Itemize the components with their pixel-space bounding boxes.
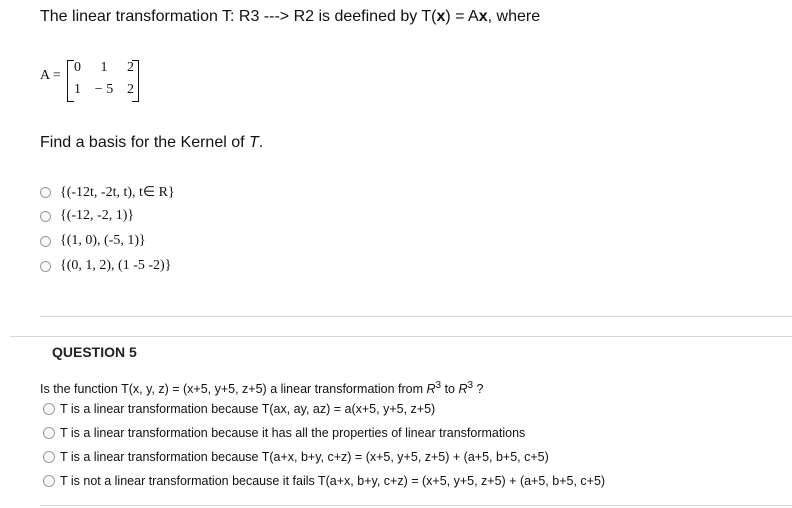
superscript: 3 [467, 380, 474, 391]
statement-part: ) = A [445, 8, 479, 25]
bold-vector-x: x [436, 8, 446, 25]
matrix-cell: 1 [100, 60, 108, 75]
matrix-row-2 [74, 82, 134, 98]
radio-button[interactable] [40, 261, 51, 272]
prompt-part: . [258, 134, 264, 151]
answer-option[interactable] [43, 450, 549, 464]
radio-button[interactable] [43, 427, 55, 439]
option-label: T is a linear transformation because T(ax, ay, az) = a(x+5, y+5, z+5) [60, 402, 436, 416]
radio-button[interactable] [40, 211, 51, 222]
option-label: T is not a linear transformation because it fails T(a+x, b+y, c+z) = (x+5, y+5, z+5) + (a+5, b+5, c+5) [60, 474, 606, 488]
matrix-A [40, 60, 160, 104]
italic-R: R [426, 382, 436, 397]
option-label: {(-12, -2, 1)} [60, 208, 135, 223]
statement-part: Is the function T(x, y, z) = (x+5, y+5, z+5) a linear transformation from [40, 382, 427, 397]
radio-button[interactable] [40, 187, 51, 198]
question-5-statement [40, 380, 484, 396]
answer-option[interactable] [40, 184, 175, 201]
matrix-cell: 2 [127, 82, 134, 97]
option-label: T is a linear transformation because T(a+x, b+y, c+z) = (x+5, y+5, z+5) + (a+5, b+5, c+5) [60, 450, 549, 464]
superscript: 3 [435, 380, 442, 391]
radio-button[interactable] [43, 451, 55, 463]
matrix-row-1 [74, 60, 134, 76]
matrix-cell: 2 [127, 60, 134, 75]
divider [40, 316, 792, 317]
answer-option[interactable] [40, 208, 134, 224]
prompt-part: Find a basis for the Kernel of [40, 134, 249, 151]
option-label: T is a linear transformation because it has all the properties of linear transformations [60, 426, 526, 440]
statement-part: ? [473, 382, 484, 397]
option-label: {(1, 0), (-5, 1)} [60, 233, 146, 248]
answer-option[interactable] [40, 233, 146, 249]
matrix-lhs: A = [40, 68, 61, 83]
option-label: {(0, 1, 2), (1 -5 -2)} [60, 258, 172, 273]
statement-part: to [441, 382, 459, 397]
question-4-statement [40, 8, 540, 26]
answer-option[interactable] [40, 258, 171, 274]
radio-button[interactable] [43, 403, 55, 415]
answer-option[interactable] [43, 426, 525, 440]
matrix-cell: 1 [74, 82, 81, 97]
question-5-heading: QUESTION 5 [52, 344, 137, 360]
option-label: {(-12t, -2t, t), t∈ R} [60, 185, 175, 200]
statement-part: The linear transformation T: R3 ---> R2 is deefined by T( [40, 8, 437, 25]
left-bracket [67, 60, 74, 102]
matrix-cell: − 5 [94, 82, 114, 97]
statement-part: , where [487, 8, 541, 25]
divider [40, 505, 792, 506]
answer-option[interactable] [43, 474, 605, 488]
right-bracket [132, 60, 139, 102]
matrix-cell: 0 [74, 60, 81, 75]
question-divider [10, 336, 792, 337]
radio-button[interactable] [43, 475, 55, 487]
prompt-italic-T: T [249, 134, 259, 151]
bold-vector-x: x [478, 8, 488, 25]
answer-option[interactable] [43, 402, 435, 416]
italic-R: R [458, 382, 468, 397]
radio-button[interactable] [40, 236, 51, 247]
question-4-prompt [40, 134, 263, 152]
